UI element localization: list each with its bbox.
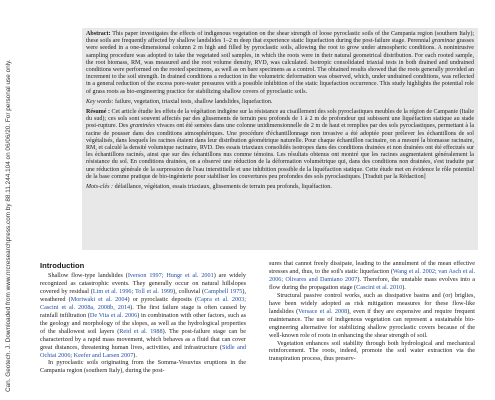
citation-link[interactable]: Capra et al. 2003; Cascini et al. 2008a, 2008b, 2014 (40, 295, 246, 311)
citation-link[interactable]: Reid et al. 1988 (119, 327, 163, 335)
abstract-label: Abstract: (86, 31, 111, 37)
citation-link[interactable]: De Vita et al. 2006 (89, 311, 138, 319)
intro-paragraph-4 (269, 292, 475, 340)
abstract-text-1: This paper investigates the effects of indigenous vegetation on the shear strength of loose pyroclastic soils of the Campania region (southern Italy); these soils are frequently affected by shallow landslides 1–2 m deep that experience static liquefaction during the post-failure stage. Perennial (86, 31, 475, 45)
text-run: Shallow flow-type landslides ( (48, 272, 128, 279)
abstract-text-2: grasses were seeded in a one-dimensional column 2 m high and filled by pyroclastic soils, allowing the root to grow under atmospheric conditions. A nonintrusive sampling procedure was adopted to take the vegetated soil samples, in which the roots were in their natural geometrical distribution. For each rooted sample, the root biomass, RM, was measured and the root volume density, RVD, was calculated. Isotropic consolidated triaxial tests in both drained and undrained conditions were performed on the rooted specimens, as well as on bare specimens as a control. The obtained results showed that the roots generally provided an increment to the soil strength. In drained conditions a reduction in the volumetric deformation was observed, which, under undrained conditions, was reflected in a general reduction of the excess pore-water pressures with a possible inhibition of the static liquefaction occurrence. This study highlights the potential role of grass roots as bio-engineering practice for stabilizing shallow covers of pyroclastic soils. (86, 38, 474, 95)
text-run: ) are widely recognized as catastrophic events. They generally occur on natural hillslopes covered by residual ( (40, 272, 246, 295)
text-run: ) or pyroclastic deposits ( (127, 295, 198, 303)
text-run: ), even if they are expensive and require frequent maintenance. The use of indigenous vegetation can represent a sustainable bio-engineering alternative for stabilizing shallow pyroclastic covers because of the well-known role of roots in enhancing the shear strength of soil. (269, 307, 475, 339)
abstract-box (82, 28, 478, 250)
text-run: Structural passive control works, such as dissipative basins and (or) briglies, have been widely adopted as risk mitigation measures for these flow-like landslides ( (269, 291, 475, 315)
citation-link[interactable]: Iverson 1997; Hungr et al. 2001 (127, 272, 214, 279)
motscles-text: défaillance, végétation, essais triaxiaux, glissements de terrain peu profonds, liquéfaction. (114, 184, 332, 191)
text-run: ), colluvial ( (173, 287, 205, 295)
intro-right-column (269, 260, 475, 400)
abstract-paragraph (86, 31, 474, 96)
text-run: ). The post-failure stage can be characterized by a rapid mass movement, which behaves as a fluid that can cover great distances, threatening human lives, activities, and infrastructure ( (40, 327, 246, 351)
text-run: ). (133, 351, 137, 359)
intro-paragraph-1 (40, 272, 246, 359)
motscles-label: Mots-clés : (86, 184, 114, 191)
text-run: sures that cannot freely dissipate, leading to the annulment of the mean effective stresses and, thus, to the soil's static liquefaction ( (269, 260, 475, 275)
resume-text-1: Cet article étudie les effets de la végétation indigène sur la résistance au cisaillement des sols pyroclastiques meubles de la région de Campanie (Italie du sud); ces sols sont souvent affectés par des glissements de terrain peu profonds de 1 à 2 m de profondeur qui subissent une liquéfaction statique au stade post-rupture. Des (86, 109, 475, 130)
motscles-paragraph (86, 184, 474, 191)
citation-link[interactable]: Campbell 1975 (204, 287, 243, 295)
resume-paragraph (86, 109, 474, 181)
keywords-text: failure, vegetation, triaxial tests, shallow landslides, liquefaction. (115, 98, 273, 105)
text-run: ). Therefore, the unstable mass evolves into a flow during the propagation stage ( (269, 275, 475, 291)
keywords-label: Key words: (86, 98, 114, 105)
intro-paragraph-5: Vegetation enhances soil stability through both hydrological and mechanical reinforcement. The roots, indeed, promote the soil water extraction via the transpiration process, thus preserv- (269, 339, 475, 363)
citation-link[interactable]: Wang et al. 2002; van Asch et al. 2006; Olivares and Damiano 2007 (269, 267, 475, 283)
citation-link[interactable]: Lim et al. 1996; Toll et al. 1999 (92, 287, 174, 295)
download-stamp (0, 0, 20, 400)
intro-paragraph-2: In pyroclastic soils originating from the Somma-Vesuvius eruptions in the Campania region (southern Italy), during the post- (40, 359, 246, 375)
resume-italic-term: graminées (129, 123, 155, 130)
citation-link[interactable]: Cascini et al. 2010 (356, 283, 403, 291)
intro-paragraph-3 (269, 260, 475, 292)
text-run: ) in combination with other factors, such as the geology and morphology of the slopes, as well as the hydrological properties of the shallowest soil layers ( (40, 311, 246, 335)
introduction-heading: Introduction (40, 261, 85, 270)
text-run: ), weathered ( (40, 287, 246, 303)
citation-link[interactable]: Sidle and Ochiai 2006; Keefer and Larsen 2007 (40, 343, 246, 359)
text-run: ). (402, 283, 406, 291)
resume-label: Résumé : (86, 109, 111, 116)
citation-link[interactable]: Versace et al. 2008 (298, 307, 348, 315)
download-stamp-text: Can. Geotech. J. Downloaded from www.nrcresearchpress.com by 88.11.244.104 on 06/06/20. For personal use only. (5, 59, 12, 392)
keywords-paragraph (86, 99, 474, 106)
abstract-italic-term: graminae (431, 38, 455, 45)
resume-text-2: vivaces ont été semées dans une colonne unidimensionnelle de 2 m de haut et remplies par des sols pyroclastiques, permettant à la racine de pousser dans des conditions atmosphériques. Une procédure d'échantillonnage non invasive a été adoptée pour prélever les échantillons de sol végétalisés, dans lesquels les racines étaient dans leur distribution géométrique naturelle. Pour chaque échantillon racinaire, on a mesuré la biomasse racinaire, RM, et calculé la densité volumique racinaire, RVD. Des essais triaxiaux consolidés isotropes dans des conditions drainées et non drainées ont été effectués sur les échantillons racinés, ainsi que sur des échantillons nus comme témoins. Les résultats obtenus ont montré que les racines augmentaient généralement la résistance du sol. En conditions drainées, on a observé une réduction de la déformation volumétrique qui, dans des conditions non drainées, s'est traduite par une réduction générale de la surpression de l'eau interstitielle et une inhibition possible de la liquéfaction statique. Cette étude met en évidence le rôle potentiel de la base comme pratique de bio-ingénierie pour stabiliser les couvertures peu profondes des sols pyroclastiques. [Traduit par la Rédaction] (86, 123, 475, 180)
text-run: ). The first failure stage is often caused by rainfall infiltration ( (40, 303, 246, 319)
intro-left-column (40, 272, 246, 398)
citation-link[interactable]: Moriwaki et al. 2004 (70, 295, 128, 303)
